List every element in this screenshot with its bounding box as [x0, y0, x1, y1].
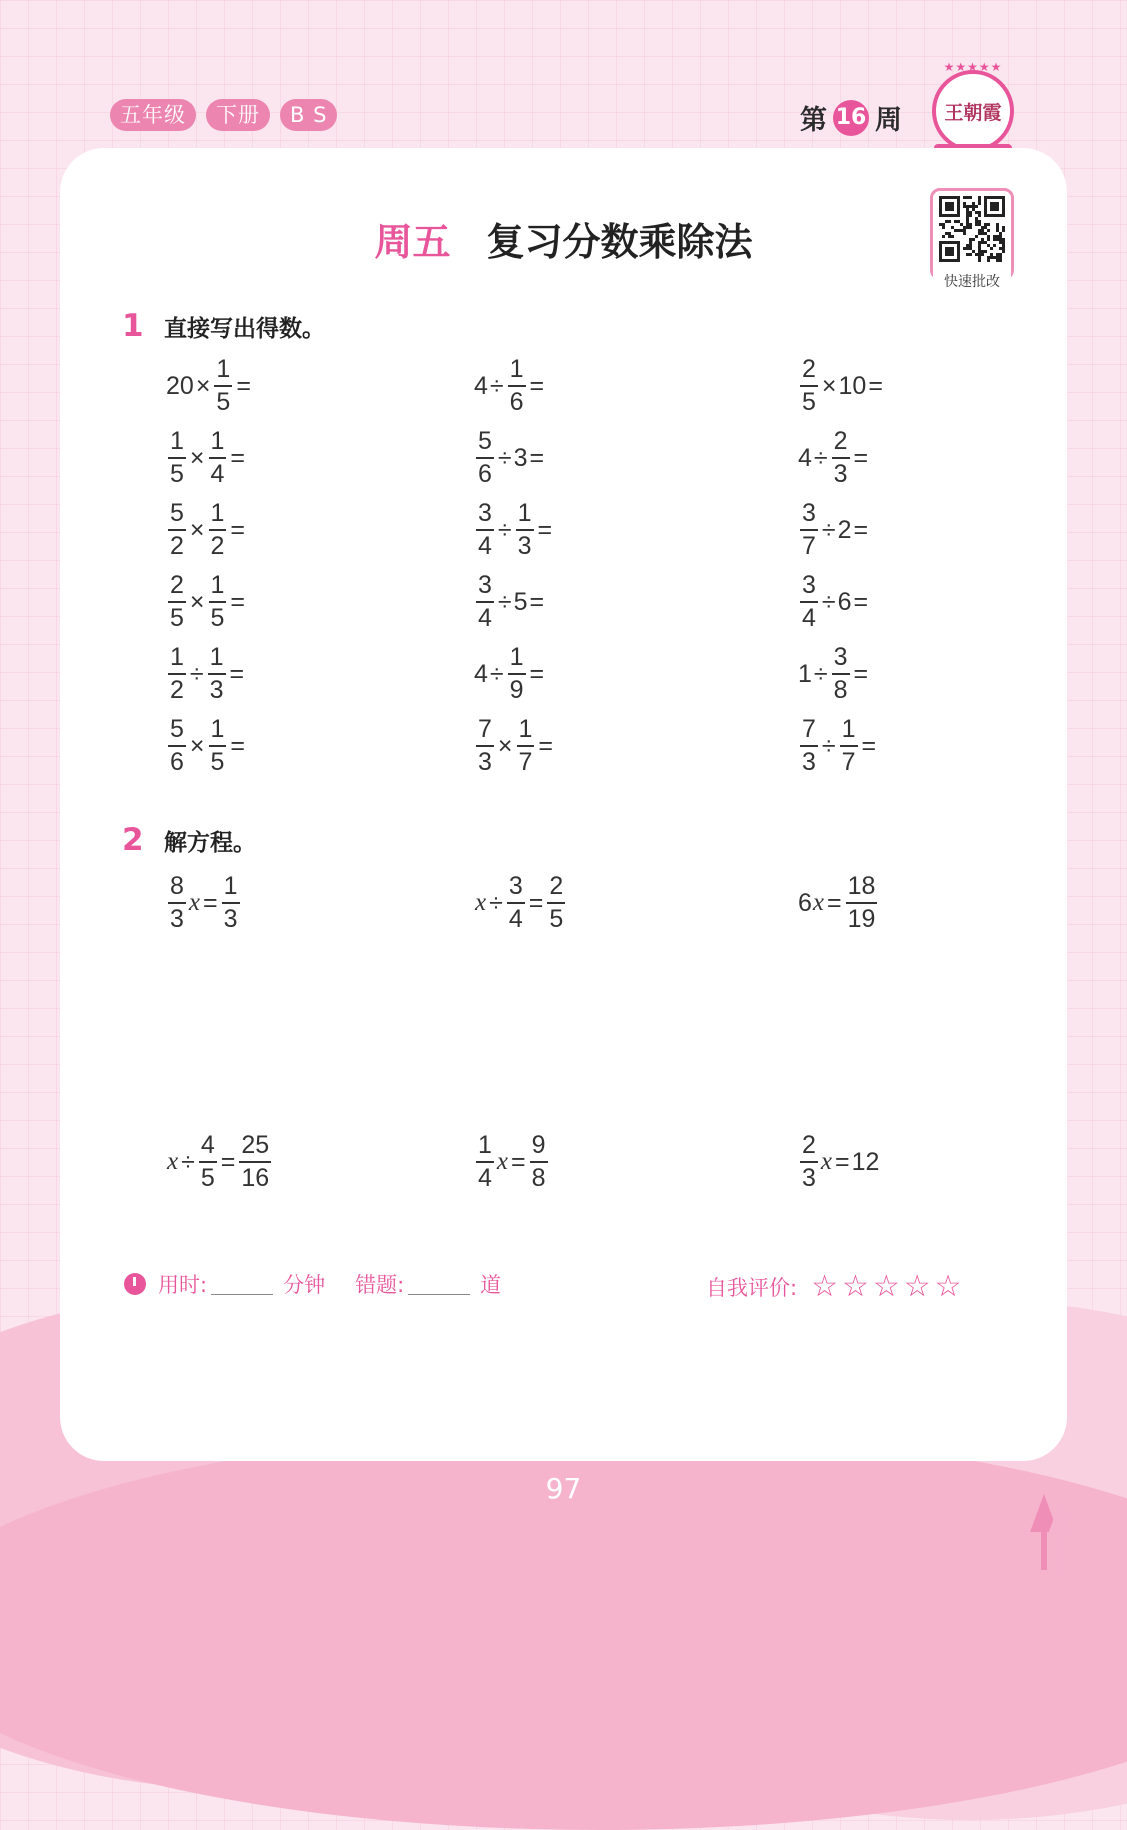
section-number: 2 — [122, 822, 144, 858]
fraction: $\frac{2}{3}$ — [802, 1131, 816, 1192]
arrow-decoration-icon — [1030, 1494, 1074, 1570]
fraction: $\frac{3}{4}$ — [478, 571, 492, 632]
fraction: $\frac{3}{8}$ — [833, 643, 848, 704]
calc-problem: $\frac{1}{2}$ ÷ $\frac{1}{3}$ = — [170, 643, 245, 704]
calc-problem: $\frac{3}{4}$ ÷ 6 = — [802, 571, 869, 632]
fraction: $\frac{2}{5}$ — [170, 571, 184, 632]
qr-code-icon — [939, 196, 1005, 262]
grade-tags — [110, 99, 337, 131]
calc-problem: 4 ÷ $\frac{2}{3}$ = — [798, 427, 869, 488]
logo-stars-icon: ★★★★★ — [943, 60, 1003, 74]
week-indicator — [800, 98, 902, 137]
fraction: $\frac{1}{4}$ — [210, 427, 225, 488]
fraction: $\frac{1}{9}$ — [509, 643, 524, 704]
stopwatch-icon — [124, 1273, 146, 1295]
logo-text: 王朝霞 — [944, 102, 1002, 124]
calc-problem: $\frac{5}{6}$ × $\frac{1}{5}$ = — [170, 715, 246, 776]
week-prefix: 第 — [800, 105, 827, 136]
calc-problem: 1 ÷ $\frac{3}{8}$ = — [798, 643, 869, 704]
fraction: $\frac{1}{7}$ — [841, 715, 856, 776]
page-title — [60, 211, 1067, 266]
fraction: $\frac{18}{19}$ — [847, 872, 876, 933]
fraction: $\frac{5}{6}$ — [170, 715, 184, 776]
calc-problem: $\frac{3}{7}$ ÷ 2 = — [802, 499, 869, 560]
fraction: $\frac{3}{4}$ — [508, 872, 523, 933]
calc-problem: 4 ÷ $\frac{1}{9}$ = — [474, 643, 545, 704]
equation-problem: 6 x = $\frac{18}{19}$ — [798, 872, 876, 933]
fraction: $\frac{1}{4}$ — [478, 1131, 492, 1192]
fraction: $\frac{1}{7}$ — [518, 715, 533, 776]
week-suffix: 周 — [875, 105, 902, 136]
fraction: $\frac{7}{3}$ — [478, 715, 492, 776]
time-unit: 分钟 — [283, 1273, 326, 1297]
equation-problem: $\frac{2}{3}$ x = 12 — [802, 1131, 880, 1192]
fraction: $\frac{3}{4}$ — [478, 499, 492, 560]
fraction: $\frac{8}{3}$ — [170, 872, 184, 933]
fraction: $\frac{9}{8}$ — [531, 1131, 546, 1192]
calc-problem: $\frac{3}{4}$ ÷ 5 = — [478, 571, 545, 632]
fraction: $\frac{25}{16}$ — [241, 1131, 270, 1192]
qr-caption: 快速批改 — [933, 271, 1011, 291]
error-blank[interactable] — [408, 1274, 470, 1295]
worksheet-card — [60, 148, 1067, 1461]
edition-tag: B S — [280, 99, 337, 131]
fraction: $\frac{4}{5}$ — [200, 1131, 215, 1192]
calc-problem: $\frac{5}{2}$ × $\frac{1}{2}$ = — [170, 499, 246, 560]
fraction: $\frac{1}{5}$ — [210, 715, 225, 776]
calc-problem: $\frac{2}{5}$ × 10 = — [802, 355, 883, 416]
qr-code[interactable] — [930, 188, 1014, 290]
equation-problem: x ÷ $\frac{4}{5}$ = $\frac{25}{16}$ — [167, 1131, 270, 1192]
fraction: $\frac{1}{2}$ — [210, 499, 225, 560]
calc-problem: $\frac{5}{6}$ ÷ 3 = — [478, 427, 545, 488]
fraction: $\frac{1}{6}$ — [509, 355, 524, 416]
fraction: $\frac{1}{3}$ — [517, 499, 532, 560]
error-unit: 道 — [480, 1273, 502, 1297]
title-topic: 复习分数乘除法 — [486, 220, 753, 264]
fraction: $\frac{1}{3}$ — [223, 872, 238, 933]
fraction: $\frac{2}{5}$ — [802, 355, 816, 416]
fraction: $\frac{3}{7}$ — [802, 499, 816, 560]
fraction: $\frac{1}{5}$ — [216, 355, 231, 416]
grade-tag: 五年级 — [110, 99, 196, 131]
section-number: 1 — [122, 308, 144, 344]
fraction: $\frac{1}{5}$ — [210, 571, 225, 632]
calc-problem: $\frac{3}{4}$ ÷ $\frac{1}{3}$ = — [478, 499, 553, 560]
week-number: 16 — [833, 100, 869, 136]
self-evaluation — [706, 1269, 966, 1304]
error-label: 错题: — [355, 1273, 405, 1297]
calc-problem: $\frac{7}{3}$ ÷ $\frac{1}{7}$ = — [802, 715, 877, 776]
rating-label: 自我评价: — [706, 1275, 798, 1300]
page-number: 97 — [545, 1472, 582, 1505]
calc-problem: $\frac{7}{3}$ × $\frac{1}{7}$ = — [478, 715, 554, 776]
equation-problem: $\frac{1}{4}$ x = $\frac{9}{8}$ — [478, 1131, 546, 1192]
fraction: $\frac{2}{3}$ — [833, 427, 848, 488]
calc-problem: 20 × $\frac{1}{5}$ = — [166, 355, 251, 416]
calc-problem: $\frac{1}{5}$ × $\frac{1}{4}$ = — [170, 427, 246, 488]
fraction: $\frac{5}{2}$ — [170, 499, 184, 560]
brand-logo — [932, 60, 1014, 152]
calc-problem: 4 ÷ $\frac{1}{6}$ = — [474, 355, 545, 416]
fraction: $\frac{5}{6}$ — [478, 427, 492, 488]
time-record — [124, 1269, 501, 1299]
section-1-heading — [122, 308, 325, 344]
section-label: 解方程。 — [164, 830, 256, 856]
volume-tag: 下册 — [206, 99, 270, 131]
fraction: $\frac{3}{4}$ — [802, 571, 816, 632]
section-2-heading — [122, 822, 256, 858]
equation-problem: $\frac{8}{3}$ x = $\frac{1}{3}$ — [170, 872, 238, 933]
equation-problem: x ÷ $\frac{3}{4}$ = $\frac{2}{5}$ — [475, 872, 564, 933]
fraction: $\frac{2}{5}$ — [549, 872, 564, 933]
time-label: 用时: — [158, 1273, 208, 1297]
fraction: $\frac{7}{3}$ — [802, 715, 816, 776]
fraction: $\frac{1}{3}$ — [209, 643, 224, 704]
fraction: $\frac{1}{2}$ — [170, 643, 184, 704]
rating-stars[interactable]: ☆☆☆☆☆ — [811, 1269, 966, 1304]
calc-problem: $\frac{2}{5}$ × $\frac{1}{5}$ = — [170, 571, 246, 632]
time-blank[interactable] — [211, 1274, 273, 1295]
section-label: 直接写出得数。 — [164, 316, 325, 342]
title-day: 周五 — [374, 220, 451, 264]
fraction: $\frac{1}{5}$ — [170, 427, 184, 488]
